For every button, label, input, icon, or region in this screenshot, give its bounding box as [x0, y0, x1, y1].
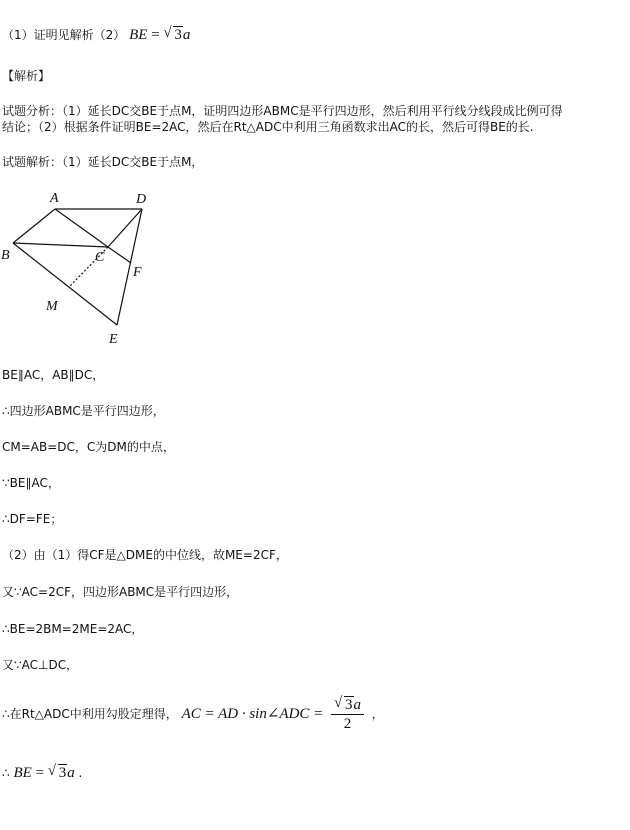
answer-formula — [129, 27, 190, 43]
analysis-heading: 【解析】 — [2, 69, 51, 83]
conclusion-end: . — [78, 766, 83, 780]
step-7: 又∵AC=2CF，四边形ABMC是平行四边形， — [2, 585, 239, 599]
answer-var: a — [182, 27, 191, 43]
final-step — [2, 696, 384, 733]
answer-radicand: 3 — [174, 27, 182, 43]
conclusion-radicand: 3 — [58, 765, 67, 781]
conclusion-eq: = — [31, 765, 48, 781]
segment-DC — [108, 209, 142, 247]
conclusion-sqrt: √ 3 — [47, 763, 67, 781]
conclusion-lhs: BE — [13, 765, 32, 781]
step-9: 又∵AC⊥DC， — [2, 658, 79, 672]
conclusion-line — [2, 765, 82, 781]
label-B: B — [1, 248, 10, 263]
label-D: D — [136, 192, 147, 207]
analysis-line-2: 结论；（2）根据条件证明BE=2AC，然后在Rt△ADC中利用三角函数求出AC的长，然后可得BE的长. — [2, 120, 534, 134]
label-M: M — [46, 299, 58, 314]
answer-eq: = — [147, 27, 164, 43]
solution-intro: 试题解析：（1）延长DC交BE于点M， — [2, 155, 204, 169]
conclusion-formula — [13, 765, 78, 781]
fraction-radicand: 3 — [345, 697, 353, 714]
fraction-sqrt: √ 3 — [334, 695, 353, 714]
step-5: ∴DF=FE； — [2, 512, 63, 526]
fraction-var: a — [353, 697, 362, 714]
step-8: ∴BE=2BM=2ME=2AC， — [2, 622, 144, 636]
segment-AC — [55, 209, 108, 247]
label-A: A — [50, 191, 59, 206]
step-6: （2）由（1）得CF是△DME的中位线，故ME=2CF， — [2, 548, 288, 562]
label-E: E — [109, 332, 118, 347]
conclusion-var: a — [67, 765, 75, 781]
label-C: C — [95, 250, 105, 265]
step-1: BE∥AC，AB∥DC， — [2, 368, 105, 382]
answer-line — [2, 27, 190, 43]
conclusion-prefix: ∴ — [2, 766, 14, 780]
answer-lhs: BE — [129, 27, 148, 43]
label-F: F — [133, 265, 142, 280]
step-3: CM=AB=DC，C为DM的中点， — [2, 440, 175, 454]
step-4: ∵BE∥AC， — [2, 476, 60, 490]
segment-CF — [108, 247, 131, 263]
segment-AB — [13, 209, 55, 243]
final-step-text: ∴在Rt△ADC中利用勾股定理得， — [2, 707, 178, 721]
geometry-figure — [0, 188, 190, 353]
final-step-trail: ， — [371, 707, 384, 721]
fraction-denominator: 2 — [343, 716, 352, 733]
answer-sqrt: √ 3 — [163, 25, 182, 43]
final-step-fraction — [331, 696, 364, 733]
analysis-line-1: 试题分析：（1）延长DC交BE于点M，证明四边形ABMC是平行四边形，然后利用平行线分线段成比例可得 — [2, 104, 563, 118]
final-step-expr: AC = AD · sin∠ADC = — [181, 706, 328, 722]
final-step-formula — [181, 695, 372, 733]
step-2: ∴四边形ABMC是平行四边形， — [2, 404, 165, 418]
segment-BC — [13, 243, 108, 247]
answer-text: （1）证明见解析（2） — [2, 28, 126, 42]
